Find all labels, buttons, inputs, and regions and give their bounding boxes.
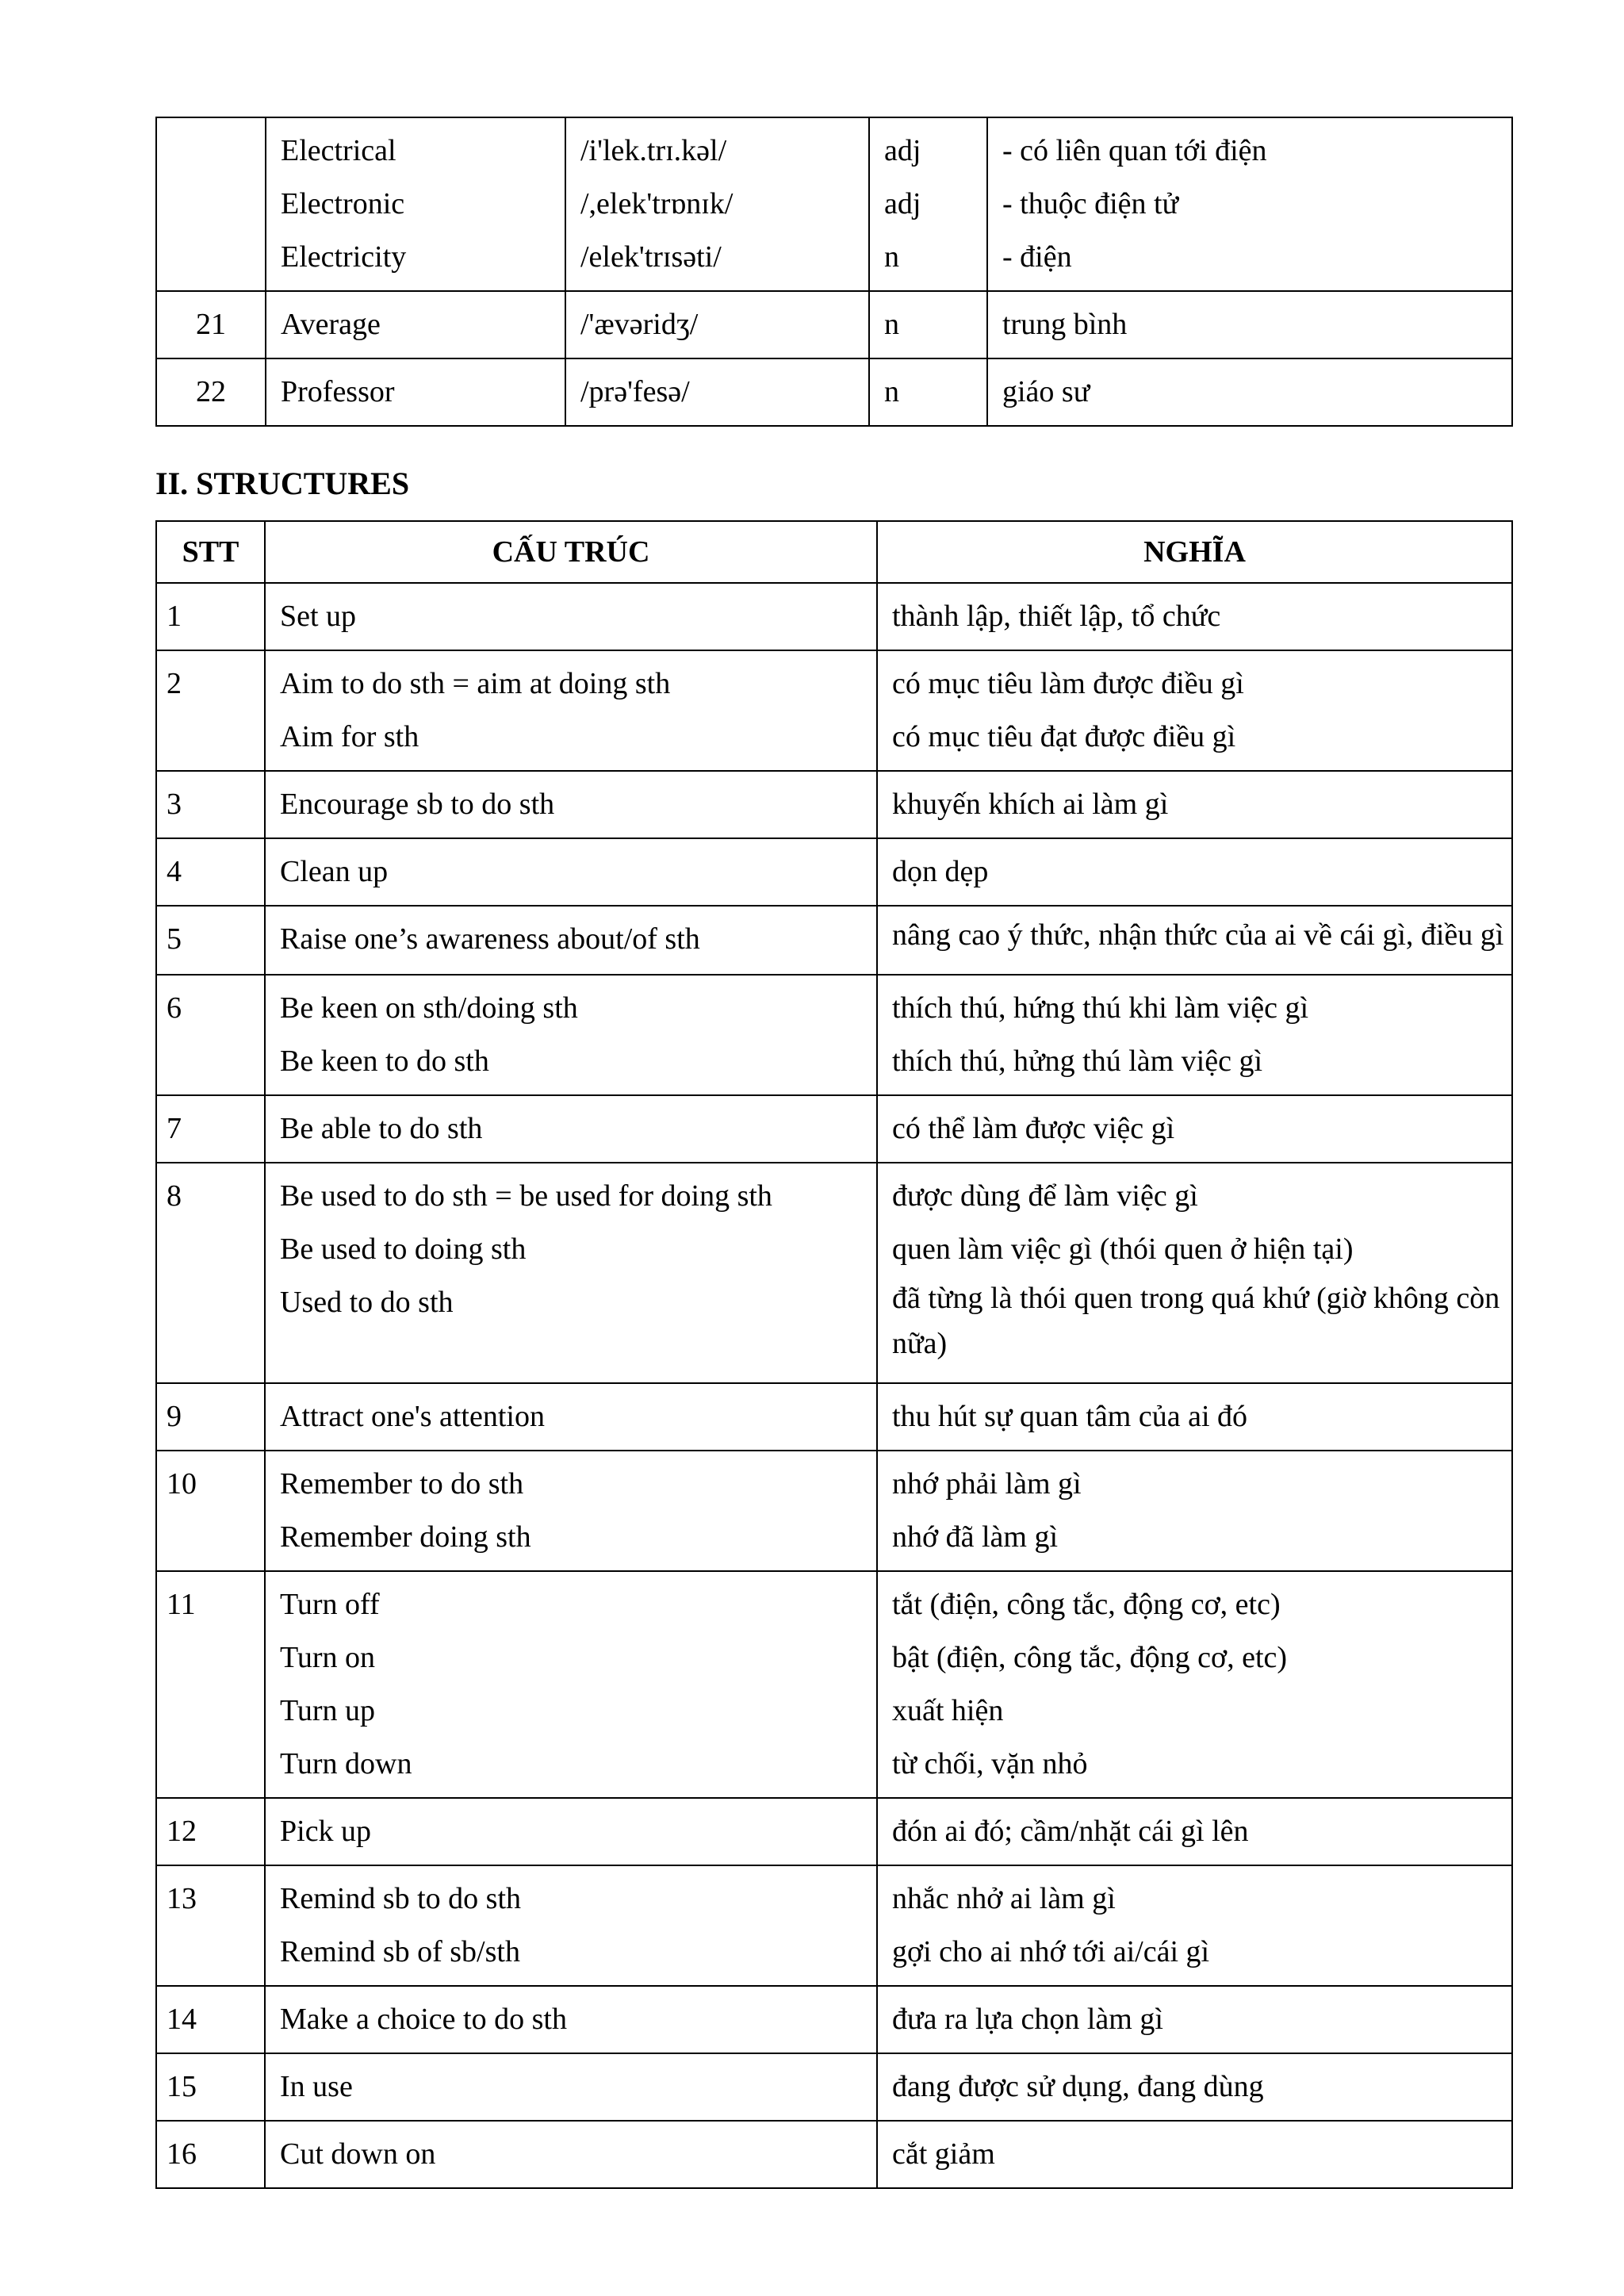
vocabulary-table-body (156, 117, 1512, 426)
structure-text (265, 1451, 877, 1571)
structure-text-line: Turn up (280, 1694, 376, 1727)
vocabulary-row (156, 358, 1512, 426)
structure-text-line: Aim to do sth = aim at doing sth (280, 667, 671, 700)
structure-meaning-line: đã từng là thói quen trong quá khứ (giờ không còn nữa) (892, 1282, 1500, 1360)
structure-text-line: Remember doing sth (280, 1520, 531, 1554)
structure-meaning-line: đang được sử dụng, đang dùng (892, 2070, 1264, 2103)
structure-text (265, 771, 877, 838)
structure-number: 3 (156, 771, 265, 838)
structure-text-line: Pick up (280, 1815, 372, 1848)
structure-row (156, 1383, 1512, 1451)
structure-text (265, 1986, 877, 2053)
structure-text-line: Remember to do sth (280, 1467, 524, 1501)
structure-row (156, 2121, 1512, 2188)
structures-table-body (156, 583, 1512, 2188)
structure-row (156, 2053, 1512, 2121)
structures-header-row (156, 521, 1512, 583)
structure-text (265, 1798, 877, 1865)
structure-meaning (877, 1798, 1512, 1865)
structure-text (265, 2053, 877, 2121)
structure-number: 12 (156, 1798, 265, 1865)
structure-text (265, 1095, 877, 1163)
structure-number: 5 (156, 906, 265, 975)
structure-number: 14 (156, 1986, 265, 2053)
structure-meaning-line: tắt (điện, công tắc, động cơ, etc) (892, 1588, 1281, 1621)
structure-meaning-line: nhớ phải làm gì (892, 1467, 1082, 1501)
structure-number: 10 (156, 1451, 265, 1571)
structure-meaning-line: thích thú, hửng thú làm việc gì (892, 1045, 1263, 1078)
vocabulary-ipa (565, 291, 869, 358)
structure-row (156, 1798, 1512, 1865)
structure-meaning (877, 1865, 1512, 1986)
structure-text-line: Remind sb to do sth (280, 1882, 522, 1915)
structure-number: 15 (156, 2053, 265, 2121)
structure-meaning-line: nhắc nhở ai làm gì (892, 1882, 1116, 1915)
structure-meaning (877, 1451, 1512, 1571)
header-meaning: NGHĨA (877, 521, 1512, 583)
structure-text-line: Aim for sth (280, 720, 419, 753)
structure-text-line: Cut down on (280, 2137, 436, 2171)
structure-number: 6 (156, 975, 265, 1095)
vocabulary-part-of-speech-line: n (884, 240, 899, 274)
structure-meaning-line: có mục tiêu làm được điều gì (892, 667, 1244, 700)
vocabulary-meaning-line: - có liên quan tới điện (1002, 134, 1267, 167)
structure-number: 7 (156, 1095, 265, 1163)
vocabulary-meaning (987, 117, 1512, 291)
vocabulary-part-of-speech (869, 358, 987, 426)
structure-row (156, 650, 1512, 771)
structure-text-line: Be used to do sth = be used for doing sth (280, 1179, 772, 1213)
structure-meaning (877, 1571, 1512, 1798)
vocabulary-part-of-speech-line: adj (884, 134, 921, 167)
structure-row (156, 583, 1512, 650)
structure-row (156, 1451, 1512, 1571)
structure-row (156, 1163, 1512, 1383)
vocabulary-meaning-line: - điện (1002, 240, 1072, 274)
structure-text (265, 1571, 877, 1798)
vocabulary-row (156, 291, 1512, 358)
structure-text (265, 1383, 877, 1451)
vocabulary-word-line: Electrical (281, 134, 396, 167)
structure-meaning (877, 906, 1512, 975)
vocabulary-ipa-line: /prə'fesə/ (580, 375, 690, 408)
structure-row (156, 771, 1512, 838)
structure-text-line: Used to do sth (280, 1286, 454, 1319)
structure-text (265, 1163, 877, 1383)
structure-meaning-line: xuất hiện (892, 1694, 1004, 1727)
structure-number: 13 (156, 1865, 265, 1986)
structure-meaning-line: gợi cho ai nhớ tới ai/cái gì (892, 1935, 1210, 1968)
structure-meaning-line: nhớ đã làm gì (892, 1520, 1058, 1554)
structure-meaning (877, 2121, 1512, 2188)
structure-meaning-line: được dùng để làm việc gì (892, 1179, 1198, 1213)
structure-meaning (877, 583, 1512, 650)
vocabulary-word-line: Electronic (281, 187, 405, 220)
structure-meaning-line: cắt giảm (892, 2137, 995, 2171)
vocabulary-word-line: Professor (281, 375, 395, 408)
vocabulary-row (156, 117, 1512, 291)
vocabulary-word (266, 291, 565, 358)
structures-table (155, 520, 1513, 2189)
vocabulary-meaning (987, 291, 1512, 358)
structure-meaning-line: thích thú, hứng thú khi làm việc gì (892, 991, 1309, 1025)
structure-text-line: Turn on (280, 1641, 376, 1674)
header-stt: STT (156, 521, 265, 583)
structure-meaning-line: khuyến khích ai làm gì (892, 788, 1169, 821)
structure-meaning (877, 838, 1512, 906)
vocabulary-number: 22 (156, 358, 266, 426)
structure-text-line: Be keen on sth/doing sth (280, 991, 578, 1025)
structure-row (156, 906, 1512, 975)
structure-meaning-line: nâng cao ý thức, nhận thức của ai về cái gì, điều gì (892, 918, 1504, 952)
structure-number: 4 (156, 838, 265, 906)
vocabulary-number (156, 117, 266, 291)
structure-meaning-line: đón ai đó; cầm/nhặt cái gì lên (892, 1815, 1249, 1848)
structure-text-line: Clean up (280, 855, 389, 888)
structure-text (265, 906, 877, 975)
vocabulary-meaning-line: giáo sư (1002, 375, 1090, 408)
structure-number: 1 (156, 583, 265, 650)
vocabulary-part-of-speech-line: adj (884, 187, 921, 220)
vocabulary-part-of-speech (869, 291, 987, 358)
structure-text (265, 1865, 877, 1986)
structure-text (265, 975, 877, 1095)
structure-meaning (877, 771, 1512, 838)
structure-row (156, 1571, 1512, 1798)
structure-meaning-line: quen làm việc gì (thói quen ở hiện tại) (892, 1232, 1354, 1266)
vocabulary-part-of-speech-line: n (884, 308, 899, 341)
structure-text-line: Be able to do sth (280, 1112, 483, 1145)
structure-meaning (877, 1163, 1512, 1383)
vocabulary-part-of-speech (869, 117, 987, 291)
structure-number: 11 (156, 1571, 265, 1798)
structure-row (156, 1986, 1512, 2053)
structure-meaning (877, 2053, 1512, 2121)
structure-row (156, 838, 1512, 906)
structure-number: 2 (156, 650, 265, 771)
structure-meaning-line: bật (điện, công tắc, động cơ, etc) (892, 1641, 1288, 1674)
vocabulary-ipa (565, 358, 869, 426)
structure-meaning (877, 650, 1512, 771)
structure-meaning-line: thành lập, thiết lập, tổ chức (892, 600, 1221, 633)
structure-text-line: Remind sb of sb/sth (280, 1935, 520, 1968)
structure-row (156, 1865, 1512, 1986)
vocabulary-word-line: Average (281, 308, 381, 341)
structure-text-line: In use (280, 2070, 353, 2103)
structure-meaning (877, 975, 1512, 1095)
vocabulary-part-of-speech-line: n (884, 375, 899, 408)
vocabulary-word (266, 117, 565, 291)
vocabulary-word-line: Electricity (281, 240, 407, 274)
section-title: II. STRUCTURES (155, 466, 410, 501)
structure-meaning (877, 1095, 1512, 1163)
structure-text (265, 2121, 877, 2188)
header-structure: CẤU TRÚC (265, 521, 877, 583)
structure-text-line: Turn down (280, 1747, 412, 1780)
structure-meaning-line: có mục tiêu đạt được điều gì (892, 720, 1236, 753)
vocabulary-word (266, 358, 565, 426)
vocabulary-ipa-line: /,elek'trɒnɪk/ (580, 187, 733, 220)
structure-row (156, 975, 1512, 1095)
structure-text (265, 650, 877, 771)
structure-text-line: Raise one’s awareness about/of sth (280, 922, 700, 956)
structure-meaning-line: dọn dẹp (892, 855, 989, 888)
structure-meaning-line: có thể làm được việc gì (892, 1112, 1175, 1145)
structure-row (156, 1095, 1512, 1163)
vocabulary-ipa (565, 117, 869, 291)
structure-meaning (877, 1986, 1512, 2053)
structure-meaning (877, 1383, 1512, 1451)
structure-text-line: Make a choice to do sth (280, 2003, 567, 2036)
structure-text (265, 838, 877, 906)
structure-meaning-line: đưa ra lựa chọn làm gì (892, 2003, 1163, 2036)
structure-text-line: Be used to doing sth (280, 1232, 527, 1266)
structure-meaning-line: thu hút sự quan tâm của ai đó (892, 1400, 1248, 1433)
structure-number: 16 (156, 2121, 265, 2188)
vocabulary-ipa-line: /elek'trɪsəti/ (580, 240, 722, 274)
structure-text-line: Be keen to do sth (280, 1045, 489, 1078)
vocabulary-meaning-line: - thuộc điện tử (1002, 187, 1179, 220)
structure-text-line: Attract one's attention (280, 1400, 545, 1433)
structure-meaning-line: từ chối, vặn nhỏ (892, 1747, 1088, 1780)
vocabulary-table (155, 117, 1513, 427)
structure-number: 8 (156, 1163, 265, 1383)
structure-text (265, 583, 877, 650)
vocabulary-meaning-line: trung bình (1002, 308, 1128, 341)
structure-text-line: Turn off (280, 1588, 380, 1621)
vocabulary-ipa-line: /'ævəridʒ/ (580, 308, 699, 341)
structure-text-line: Set up (280, 600, 357, 633)
vocabulary-ipa-line: /i'lek.trɪ.kəl/ (580, 134, 727, 167)
structure-text-line: Encourage sb to do sth (280, 788, 555, 821)
structure-number: 9 (156, 1383, 265, 1451)
vocabulary-number: 21 (156, 291, 266, 358)
vocabulary-meaning (987, 358, 1512, 426)
